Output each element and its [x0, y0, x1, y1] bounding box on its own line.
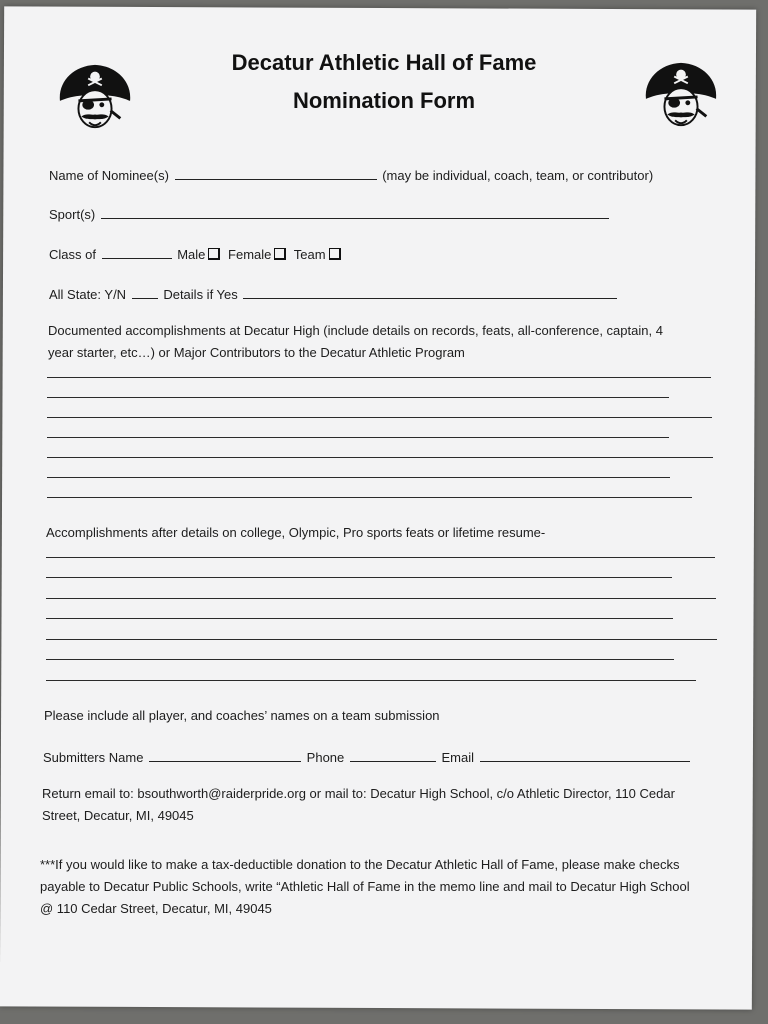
class-field[interactable] [102, 246, 172, 259]
answer-line[interactable] [47, 397, 669, 398]
male-label: Male [177, 247, 206, 262]
sport-field[interactable] [101, 206, 609, 219]
answer-line[interactable] [47, 437, 669, 438]
donation-line: ***If you would like to make a tax-deductible donation to the Decatur Athletic Hall of Fame, please make checks [40, 857, 680, 872]
answer-line[interactable] [46, 680, 696, 681]
donation-line: payable to Decatur Public Schools, write “Athletic Hall of Fame in the memo line and mail to Decatur High School [40, 879, 690, 894]
answer-line[interactable] [47, 477, 670, 478]
details-field[interactable] [243, 286, 617, 299]
male-checkbox[interactable] [208, 248, 220, 260]
after-heading: Accomplishments after details on college, Olympic, Pro sports feats or lifetime resume- [46, 525, 546, 540]
return-instructions [42, 783, 675, 827]
team-label: Team [293, 247, 326, 262]
class-label: Class of [49, 247, 96, 262]
form-title: Decatur Athletic Hall of Fame [231, 50, 537, 75]
donation-note [40, 854, 690, 920]
phone-label: Phone [306, 750, 345, 765]
details-label: Details if Yes [163, 287, 238, 302]
documented-instructions [48, 320, 663, 364]
documented-line: year starter, etc…) or Major Contributors to the Decatur Athletic Program [48, 345, 465, 360]
nominee-field[interactable] [175, 167, 377, 180]
answer-line[interactable] [47, 377, 711, 378]
email-label: Email [441, 750, 475, 765]
team-checkbox[interactable] [329, 248, 341, 260]
nominee-row [49, 167, 653, 183]
submitter-row [43, 749, 692, 765]
allstate-row [49, 286, 619, 302]
sport-label: Sport(s) [49, 207, 96, 222]
nominee-note: (may be individual, coach, team, or contributor) [382, 168, 654, 183]
submitter-name-field[interactable] [149, 749, 301, 762]
answer-line[interactable] [47, 497, 692, 498]
nominee-label: Name of Nominee(s) [49, 168, 169, 183]
female-label: Female [228, 247, 272, 262]
phone-field[interactable] [350, 749, 436, 762]
submitter-name-label: Submitters Name [43, 750, 144, 765]
sport-row [49, 206, 611, 222]
answer-line[interactable] [47, 457, 713, 458]
female-checkbox[interactable] [274, 248, 286, 260]
return-line: Street, Decatur, MI, 49045 [42, 808, 194, 823]
team-note: Please include all player, and coaches’ names on a team submission [44, 708, 440, 723]
answer-line[interactable] [46, 598, 716, 599]
donation-line: @ 110 Cedar Street, Decatur, MI, 49045 [40, 901, 272, 916]
answer-line[interactable] [46, 618, 673, 619]
answer-line[interactable] [46, 557, 715, 558]
answer-line[interactable] [46, 659, 674, 660]
class-row [49, 246, 345, 262]
allstate-label: All State: Y/N [49, 287, 127, 302]
form-subtitle: Nomination Form [292, 88, 476, 113]
return-line: Return email to: bsouthworth@raiderpride.org or mail to: Decatur High School, c/o Athletic Director, 110 Cedar [42, 786, 675, 801]
answer-line[interactable] [46, 639, 717, 640]
email-field[interactable] [480, 749, 690, 762]
documented-line: Documented accomplishments at Decatur High (include details on records, feats, all-conference, captain, 4 [48, 323, 663, 338]
answer-line[interactable] [46, 577, 672, 578]
answer-line[interactable] [47, 417, 712, 418]
allstate-field[interactable] [132, 286, 158, 299]
